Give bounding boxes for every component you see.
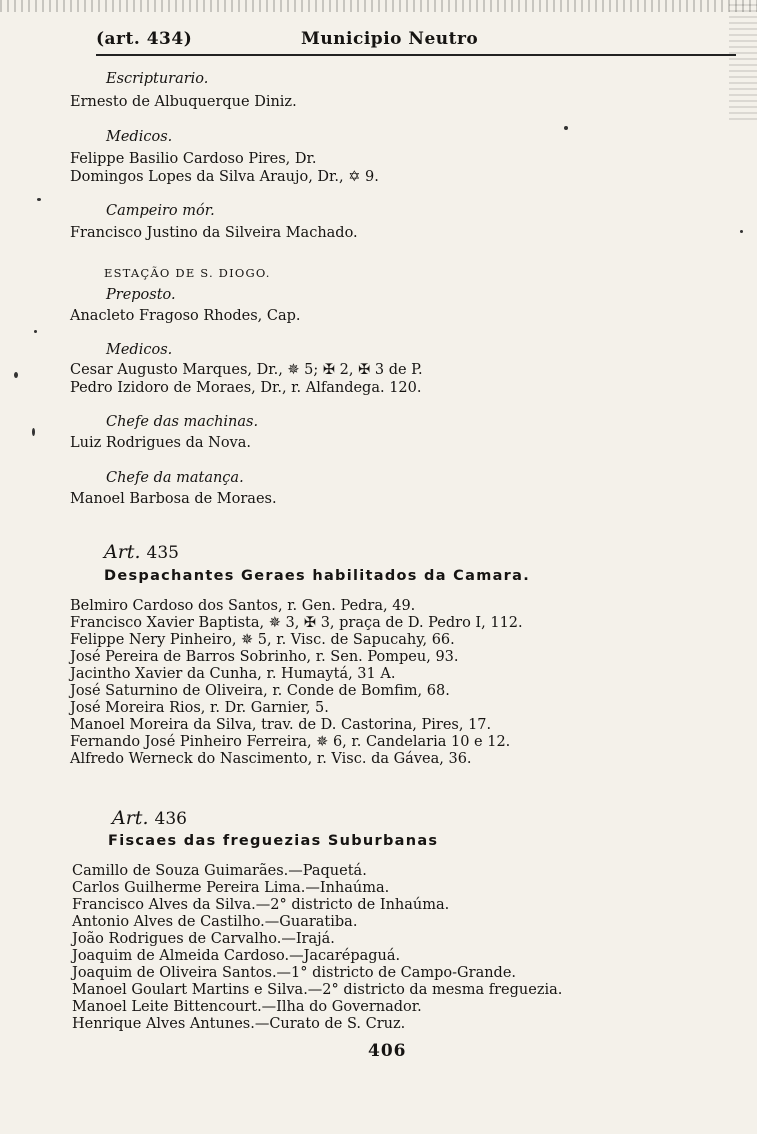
article-heading <box>104 543 179 562</box>
role-label: Medicos. <box>106 129 173 145</box>
list-item: José Saturnino de Oliveira, r. Conde de Bomfim, 68. <box>70 683 450 699</box>
header-title: Municipio Neutro <box>301 29 479 49</box>
list-item: Henrique Alves Antunes.—Curato de S. Cruz. <box>72 1016 406 1032</box>
list-item: Felippe Nery Pinheiro, ✵ 5, r. Visc. de Sapucahy, 66. <box>70 632 455 648</box>
scan-speck <box>14 372 18 378</box>
role-label: Campeiro mór. <box>106 203 215 219</box>
list-item: Fernando José Pinheiro Ferreira, ✵ 6, r. Candelaria 10 e 12. <box>70 734 511 750</box>
list-item: Manoel Leite Bittencourt.—Ilha do Governador. <box>72 999 422 1015</box>
list-item: Camillo de Souza Guimarães.—Paquetá. <box>72 863 367 879</box>
list-item: Jacintho Xavier da Cunha, r. Humaytá, 31 A. <box>70 666 396 682</box>
list-item: Francisco Xavier Baptista, ✵ 3, ✠ 3, praça de D. Pedro I, 112. <box>70 615 523 631</box>
role-label: Chefe das machinas. <box>106 414 259 430</box>
scan-speck <box>37 198 41 201</box>
scan-speck <box>32 428 35 436</box>
person-entry: Domingos Lopes da Silva Araujo, Dr., ✡ 9. <box>70 169 379 185</box>
list-item: Alfredo Werneck do Nascimento, r. Visc. da Gávea, 36. <box>70 751 472 767</box>
list-item: Francisco Alves da Silva.—2° districto de Inhaúma. <box>72 897 450 913</box>
list-item: Carlos Guilherme Pereira Lima.—Inhaúma. <box>72 880 390 896</box>
list-item: Manoel Goulart Martins e Silva.—2° districto da mesma freguezia. <box>72 982 563 998</box>
header-article-ref: (art. 434) <box>96 29 193 49</box>
role-label: Escripturario. <box>106 71 209 87</box>
person-entry: Anacleto Fragoso Rhodes, Cap. <box>70 308 301 324</box>
scan-edge-noise-right <box>729 0 757 120</box>
person-entry: Luiz Rodrigues da Nova. <box>70 435 252 451</box>
person-entry: Felippe Basilio Cardoso Pires, Dr. <box>70 151 317 167</box>
article-title: Despachantes Geraes habilitados da Camara. <box>104 568 531 584</box>
list-item: José Moreira Rios, r. Dr. Garnier, 5. <box>70 700 329 716</box>
person-entry: Manoel Barbosa de Moraes. <box>70 491 277 507</box>
person-entry: Ernesto de Albuquerque Diniz. <box>70 94 297 110</box>
scan-speck <box>740 230 743 233</box>
list-item: Antonio Alves de Castilho.—Guaratiba. <box>72 914 358 930</box>
scan-speck <box>564 126 568 130</box>
list-item: João Rodrigues de Carvalho.—Irajá. <box>72 931 335 947</box>
article-number: 436 <box>154 809 187 829</box>
person-entry: Francisco Justino da Silveira Machado. <box>70 225 358 241</box>
article-label: Art. <box>104 541 141 563</box>
scan-edge-noise <box>0 0 757 12</box>
station-heading: ESTAÇÃO DE S. DIOGO. <box>104 266 271 280</box>
article-number: 435 <box>146 543 179 563</box>
scan-speck <box>34 330 37 333</box>
person-entry: Cesar Augusto Marques, Dr., ✵ 5; ✠ 2, ✠ 3 de P. <box>70 362 423 378</box>
list-item: José Pereira de Barros Sobrinho, r. Sen. Pompeu, 93. <box>70 649 459 665</box>
list-item: Manoel Moreira da Silva, trav. de D. Castorina, Pires, 17. <box>70 717 492 733</box>
article-label: Art. <box>112 807 149 829</box>
role-label: Chefe da matança. <box>106 470 244 486</box>
list-item: Belmiro Cardoso dos Santos, r. Gen. Pedra, 49. <box>70 598 416 614</box>
person-entry: Pedro Izidoro de Moraes, Dr., r. Alfandega. 120. <box>70 380 422 396</box>
article-title: Fiscaes das freguezias Suburbanas <box>108 833 439 849</box>
article-heading <box>112 809 187 828</box>
running-header <box>96 26 736 56</box>
page-number: 406 <box>368 1041 407 1061</box>
list-item: Joaquim de Almeida Cardoso.—Jacarépaguá. <box>72 948 401 964</box>
role-label: Medicos. <box>106 342 173 358</box>
role-label: Preposto. <box>106 287 176 303</box>
list-item: Joaquim de Oliveira Santos.—1° districto de Campo-Grande. <box>72 965 517 981</box>
